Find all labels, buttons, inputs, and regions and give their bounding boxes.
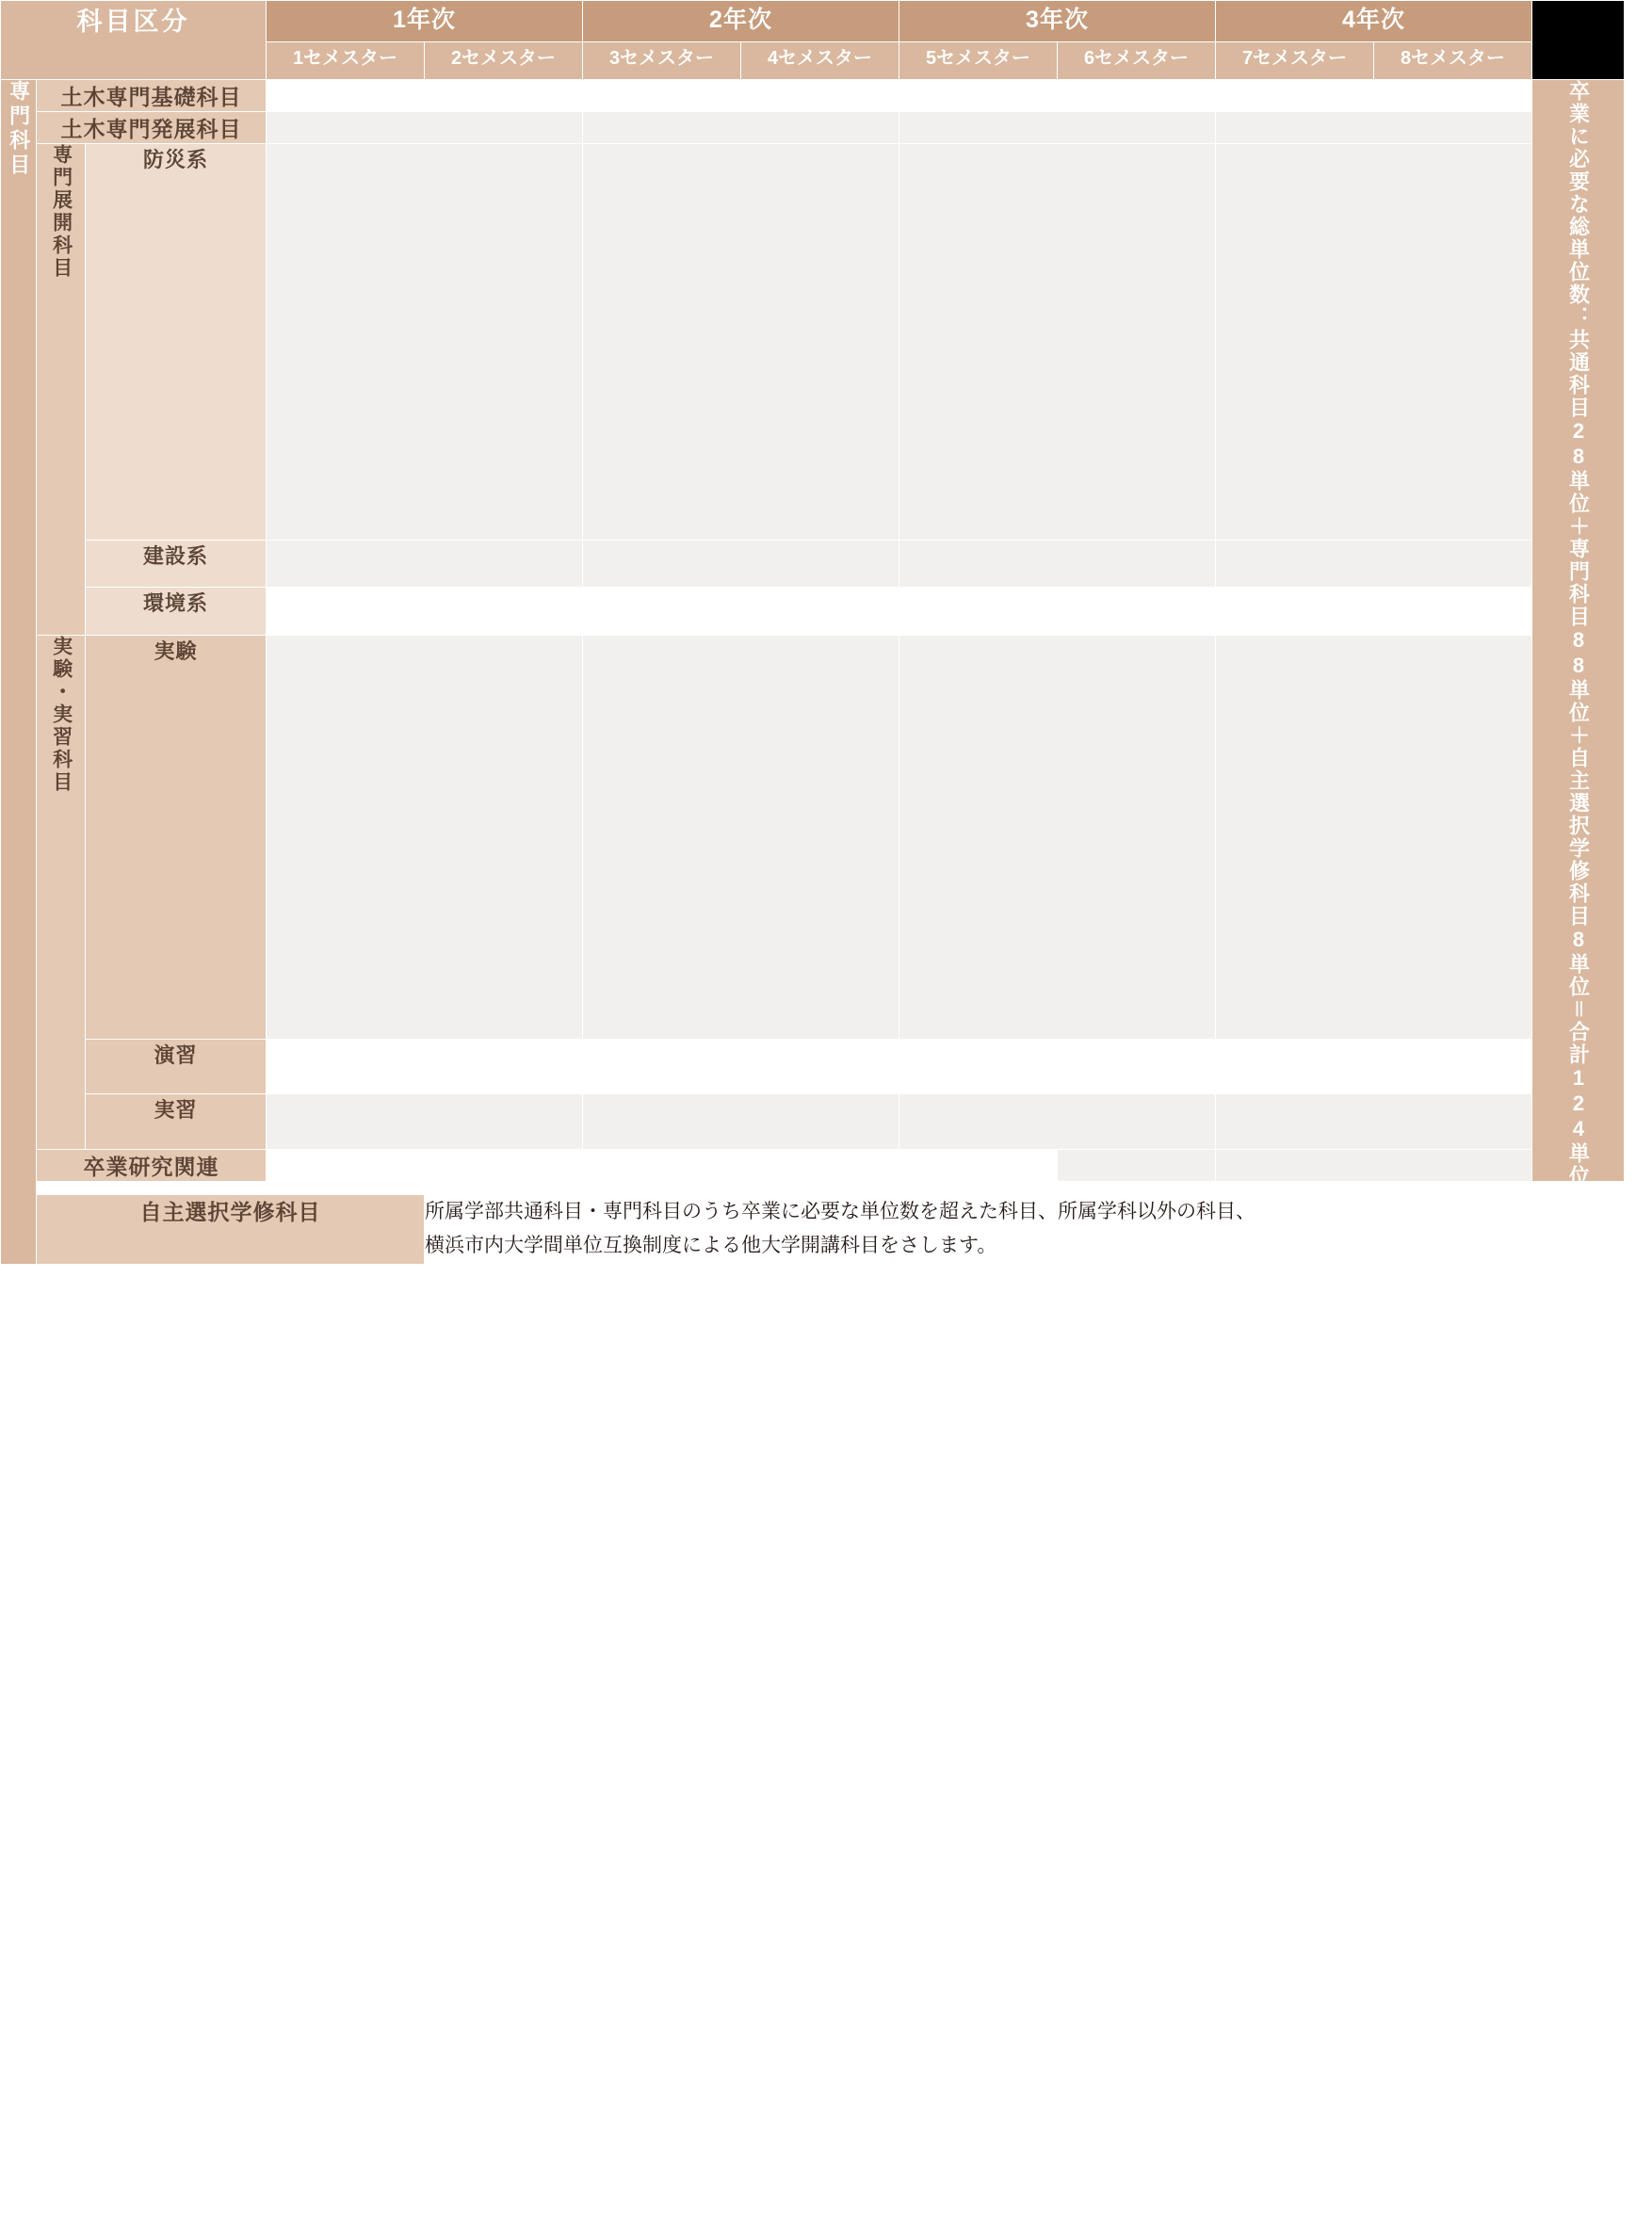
jishu-sentaku-description	[425, 1194, 1625, 1265]
cell-kensetsu-sem56	[899, 541, 1216, 588]
row-jikken	[1, 635, 1625, 1039]
cell-enshu-sem12	[267, 1039, 583, 1093]
row-enshu	[1, 1039, 1625, 1093]
header-black-block	[1532, 1, 1625, 80]
header-semester-6: 6セメスター	[1058, 42, 1216, 80]
header-row-years	[1, 1, 1625, 42]
header-semester-3: 3セメスター	[583, 42, 741, 80]
label-senmon-kamoku	[1, 80, 37, 1265]
label-jikken: 実験	[86, 635, 267, 1039]
cell-jisshu-sem56	[899, 1094, 1216, 1149]
cell-hatten-sem12	[267, 112, 583, 144]
label-senmon-tenkai	[37, 144, 86, 636]
label-enshu: 演習	[86, 1039, 267, 1093]
header-semester-1: 1セメスター	[267, 42, 425, 80]
row-jishu-sentaku	[1, 1194, 1625, 1265]
cell-enshu-sem78	[1216, 1039, 1532, 1093]
cell-kiso-sem34-top	[583, 80, 899, 96]
cell-kiso-sem56-top	[899, 80, 1216, 96]
cell-jikken-sem34	[583, 635, 899, 1039]
header-semester-4: 4セメスター	[741, 42, 899, 80]
graduation-note-text: 卒業に必要な総単位数：共通科目28単位＋専門科目88単位＋自主選択学修科目8単位＝合計124単位以上※	[1566, 80, 1591, 1258]
cell-kankyo-sem78	[1216, 588, 1532, 635]
cell-jikken-sem56	[899, 635, 1216, 1039]
header-semester-7: 7セメスター	[1216, 42, 1374, 80]
label-jisshu: 実習	[86, 1094, 267, 1149]
cell-kiso-sem34	[583, 96, 899, 112]
row-kensetsu	[1, 541, 1625, 588]
row-doboku-kiso-a	[1, 80, 1625, 96]
jishu-sentaku-line-2: 横浜市内大学間単位互換制度による他大学開講科目をさします。	[425, 1235, 997, 1257]
header-year-2: 2年次	[583, 1, 899, 42]
cell-sotsu-sem6	[1058, 1149, 1216, 1181]
graduation-note	[1532, 80, 1625, 1265]
label-senmon-tenkai-text: 専門展開科目	[50, 144, 73, 280]
header-category: 科目区分	[1, 1, 267, 80]
cell-sotsu-sem12	[267, 1149, 583, 1181]
label-bosai: 防災系	[86, 144, 267, 541]
header-year-4: 4年次	[1216, 1, 1532, 42]
cell-kankyo-sem56	[899, 588, 1216, 635]
header-year-1: 1年次	[267, 1, 583, 42]
cell-jikken-sem12	[267, 635, 583, 1039]
cell-kiso-sem78	[1216, 80, 1532, 112]
cell-bosai-sem12	[267, 144, 583, 541]
header-semester-2: 2セメスター	[425, 42, 583, 80]
cell-jisshu-sem78	[1216, 1094, 1532, 1149]
cell-bosai-sem34	[583, 144, 899, 541]
cell-kensetsu-sem78	[1216, 541, 1532, 588]
label-kankyo: 環境系	[86, 588, 267, 635]
cell-hatten-sem78	[1216, 112, 1532, 144]
cell-sotsu-sem5	[899, 1149, 1058, 1181]
cell-kankyo-sem12	[267, 588, 583, 635]
row-doboku-hatten	[1, 112, 1625, 144]
cell-enshu-sem34	[583, 1039, 899, 1093]
cell-hatten-sem56	[899, 112, 1216, 144]
label-doboku-kiso: 土木専門基礎科目	[37, 80, 267, 112]
label-senmon-kamoku-text: 専門科目	[7, 80, 31, 178]
label-sotsugyo-kenkyu: 卒業研究関連	[37, 1149, 267, 1181]
cell-kensetsu-sem34	[583, 541, 899, 588]
label-jishu-sentaku: 自主選択学修科目	[37, 1194, 425, 1265]
cell-kiso-sem56	[899, 96, 1216, 112]
row-kankyo	[1, 588, 1625, 635]
cell-bosai-sem78	[1216, 144, 1532, 541]
header-year-3: 3年次	[899, 1, 1216, 42]
label-doboku-hatten: 土木専門発展科目	[37, 112, 267, 144]
jishu-sentaku-line-1: 所属学部共通科目・専門科目のうち卒業に必要な単位数を超えた科目、所属学科以外の科目、	[425, 1200, 1255, 1222]
label-kensetsu: 建設系	[86, 541, 267, 588]
row-jisshu	[1, 1094, 1625, 1149]
cell-kankyo-sem34	[583, 588, 899, 635]
cell-hatten-sem34	[583, 112, 899, 144]
cell-jisshu-sem12	[267, 1094, 583, 1149]
cell-jikken-sem78	[1216, 635, 1532, 1039]
cell-jisshu-sem34	[583, 1094, 899, 1149]
cell-sotsu-sem78	[1216, 1149, 1532, 1181]
header-semester-8: 8セメスター	[1374, 42, 1532, 80]
label-jikken-jisshu-text: 実験・実習科目	[50, 635, 73, 794]
cell-kiso-sem12	[267, 80, 583, 112]
row-bosai	[1, 144, 1625, 541]
cell-enshu-sem56	[899, 1039, 1216, 1093]
label-jikken-jisshu	[37, 635, 86, 1149]
cell-kensetsu-sem12	[267, 541, 583, 588]
row-sotsugyo-kenkyu	[1, 1149, 1625, 1181]
header-semester-5: 5セメスター	[899, 42, 1058, 80]
cell-sotsu-sem34	[583, 1149, 899, 1181]
cell-bosai-sem56	[899, 144, 1216, 541]
spacer-row	[1, 1181, 1625, 1194]
